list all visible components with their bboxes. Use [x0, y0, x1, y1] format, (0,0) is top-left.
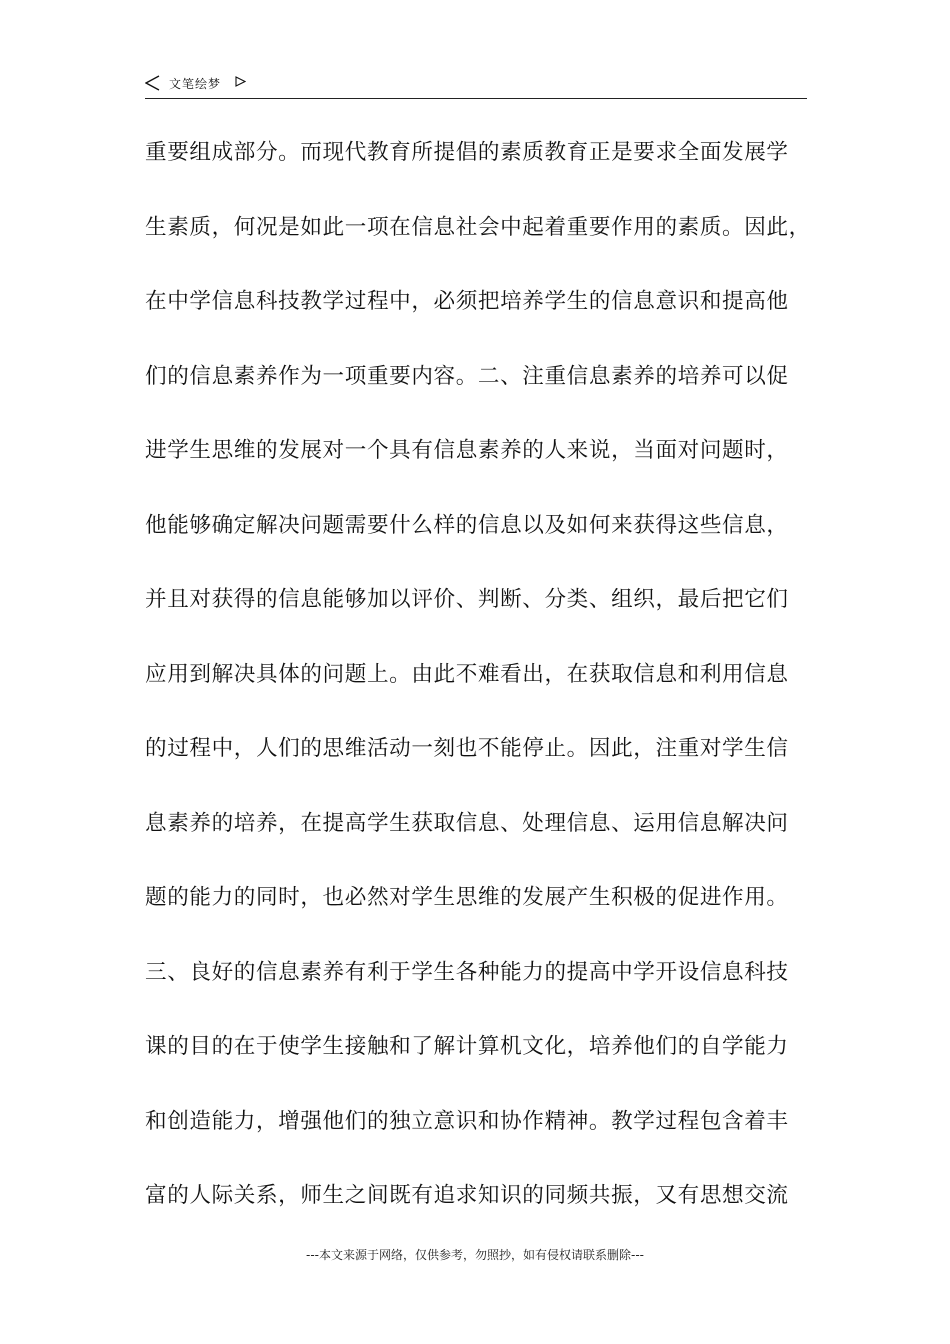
text-line: 们的信息素养作为一项重要内容。二、注重信息素养的培养可以促: [145, 363, 789, 389]
right-triangle-icon: [235, 76, 246, 87]
left-triangle-icon: [145, 75, 160, 91]
text-line: 的过程中，人们的思维活动一刻也不能停止。因此，注重对学生信: [145, 736, 789, 761]
text-line: 富的人际关系，师生之间既有追求知识的同频共振，又有思想交流: [145, 1183, 789, 1208]
text-line: 题的能力的同时，也必然对学生思维的发展产生积极的促进作用。: [145, 885, 789, 910]
text-line: 生素质，何况是如此一项在信息社会中起着重要作用的素质。因此，: [145, 214, 811, 240]
text-line: 三、良好的信息素养有利于学生各种能力的提高中学开设信息科技: [145, 959, 789, 985]
header-title: 文笔绘梦: [169, 77, 222, 91]
text-line: 息素养的培养，在提高学生获取信息、处理信息、运用信息解决问: [145, 810, 789, 836]
text-line: 重要组成部分。而现代教育所提倡的素质教育正是要求全面发展学: [145, 140, 789, 165]
text-line: 在中学信息科技教学过程中，必须把培养学生的信息意识和提高他: [145, 289, 789, 314]
footer-notice: ---本文来源于网络，仅供参考，勿照抄，如有侵权请联系删除---: [306, 1248, 644, 1262]
text-line: 课的目的在于使学生接触和了解计算机文化，培养他们的自学能力: [145, 1034, 789, 1059]
text-line: 并且对获得的信息能够加以评价、判断、分类、组织，最后把它们: [145, 587, 789, 612]
text-line: 和创造能力，增强他们的独立意识和协作精神。教学过程包含着丰: [145, 1108, 789, 1134]
text-line: 应用到解决具体的问题上。由此不难看出，在获取信息和利用信息: [145, 661, 789, 687]
page-header: [145, 74, 807, 99]
text-line: 进学生思维的发展对一个具有信息素养的人来说，当面对问题时，: [145, 438, 789, 463]
text-line: 他能够确定解决问题需要什么样的信息以及如何来获得这些信息，: [145, 512, 789, 538]
document-body: [145, 131, 813, 1249]
